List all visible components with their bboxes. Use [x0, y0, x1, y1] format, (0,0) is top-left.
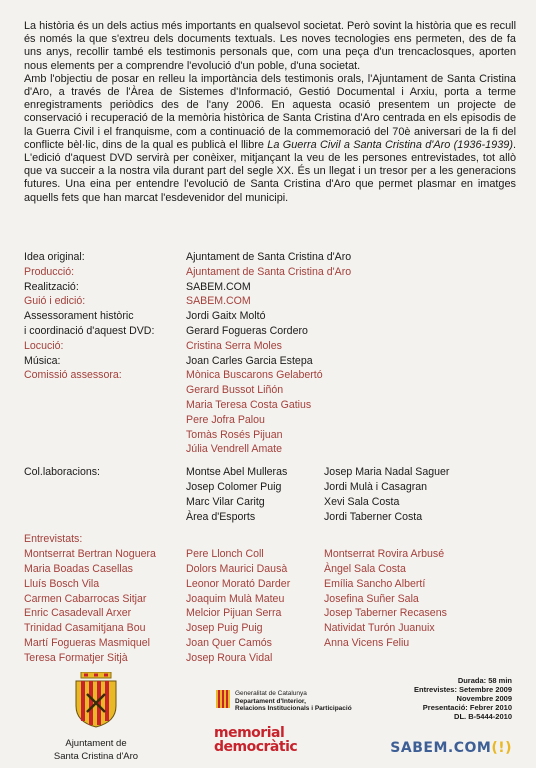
- credit-label: [24, 309, 186, 339]
- credit-label: Comissió assessora:: [24, 369, 122, 382]
- credit-label: Música:: [24, 354, 61, 367]
- ajuntament-line-2: Santa Cristina d'Aro: [53, 751, 139, 762]
- credit-label-line-1: Assessorament històric: [24, 310, 134, 323]
- credit-produccio: [24, 265, 516, 280]
- info-interviews: Entrevistes: Setembre 2009: [414, 685, 512, 694]
- list-item: Mònica Buscarons Gelabertó: [186, 369, 323, 382]
- intro-paragraph-2: [24, 73, 516, 205]
- list-item: Enric Casadevall Arxer: [24, 607, 132, 620]
- credit-members: [186, 368, 516, 457]
- credit-label: Realització:: [24, 280, 79, 293]
- generalitat-icon: [216, 690, 230, 708]
- spacer: [24, 457, 516, 465]
- credit-value: Ajuntament de Santa Cristina d'Aro: [186, 265, 352, 278]
- generalitat-line-1: Generalitat de Catalunya: [235, 690, 307, 697]
- credit-guio: [24, 294, 516, 309]
- dvd-info: [414, 676, 512, 721]
- list-item: Josep Roura Vidal: [186, 651, 273, 664]
- intro-p2-after: . L'edició d'aquest DVD servirà per conèixer, mitjançant la veu de les persones entrevistades, tot allò que va succeir a la nostra vila durant part del segle XX. És un llegat i un tresor per a les generacions futures. Una eina per entendre l'evolució de Santa Cristina d'Aro que permet plasmar en imatges aquells fets que han marcat l'esdevenidor del municipi.: [24, 138, 517, 204]
- intro-paragraph-1: La història és un dels actius més importants en qualsevol societat. Però sovint la història que es recull és només la que s'extreu dels documents textuals. Les noves tecnologies ens permeten, des de fa uns anys, recollir també els testimonis personals que, com una peça d'un trencaclosques, aporten nous elements per a comprendre l'evolució d'un poble, d'una societat.: [24, 20, 516, 72]
- list-item: Josefina Suñer Sala: [324, 592, 419, 605]
- list-item: Maria Teresa Costa Gatius: [186, 398, 312, 411]
- credit-label: Guió i edició:: [24, 295, 86, 308]
- list-item: Josep Maria Nadal Saguer: [324, 466, 450, 479]
- list-item: Jordi Taberner Costa: [324, 510, 423, 523]
- generalitat-text: [235, 690, 352, 713]
- credits-block: [24, 250, 516, 666]
- ajuntament-logo: [26, 672, 166, 763]
- memorial-line-1: memorial: [214, 725, 285, 741]
- list-item: Josep Puig Puig: [186, 622, 263, 635]
- list-item: Dolors Maurici Dausà: [186, 562, 288, 575]
- list-item: Gerard Bussot Liñón: [186, 384, 284, 397]
- list-item: Montse Abel Mulleras: [186, 466, 288, 479]
- list-item: Josep Taberner Recasens: [324, 607, 447, 620]
- list-item: Júlia Vendrell Amate: [186, 443, 282, 456]
- credit-label: Col.laboracions:: [24, 466, 100, 479]
- collaborations-col-b: [324, 465, 516, 524]
- interviewees-col-b: [186, 547, 324, 665]
- list-item: Emília Sancho Albertí: [324, 577, 426, 590]
- memorial-line-2: democràtic: [214, 739, 298, 755]
- info-presentation: Presentació: Febrer 2010: [422, 703, 512, 712]
- intro-text: [24, 20, 516, 205]
- generalitat-logo: [216, 690, 366, 713]
- list-item: Teresa Formatjer Sitjà: [24, 651, 128, 664]
- list-item: Joaquim Mulà Mateu: [186, 592, 285, 605]
- list-item: Carmen Cabarrocas Sitjar: [24, 592, 147, 605]
- credit-realitzacio: [24, 280, 516, 295]
- sabem-logo: [390, 740, 512, 756]
- credit-comissio: [24, 368, 516, 457]
- shield-icon: [73, 672, 119, 728]
- credit-label: Producció:: [24, 265, 75, 278]
- collaborations-col-a: [186, 465, 324, 524]
- generalitat-line-2: Departament d'Interior,: [235, 697, 306, 705]
- list-item: Leonor Morató Darder: [186, 577, 291, 590]
- ajuntament-line-1: Ajuntament de: [65, 738, 127, 749]
- credit-musica: [24, 354, 516, 369]
- sabem-text: SABEM.COM: [390, 740, 492, 756]
- list-item: Melcior Pijuan Serra: [186, 607, 282, 620]
- interviewees-col-a: [24, 547, 186, 665]
- list-item: Àngel Sala Costa: [324, 562, 406, 575]
- info-legal-deposit: DL. B-5444-2010: [454, 712, 512, 721]
- list-item: Trinidad Casamitjana Bou: [24, 622, 146, 635]
- list-item: Tomàs Rosés Pijuan: [186, 428, 283, 441]
- list-item: Josep Colomer Puig: [186, 480, 282, 493]
- credit-value: SABEM.COM: [186, 295, 251, 308]
- info-interviews-2: Novembre 2009: [456, 694, 512, 703]
- list-item: Natividat Turón Juanuix: [324, 622, 435, 635]
- credit-label: Locució:: [24, 339, 64, 352]
- intro-p2-before: Amb l'objectiu de posar en relleu la importància dels testimonis orals, l'Ajuntament de Santa Cristina d'Aro, a través de l'Àrea de Sistemes d'Informació, Gestió Documental i Arxiu, porta a terme enregistraments periòdics des de l'any 2006. En aquesta ocasió presentem un projecte de conservació i recuperació de la memòria històrica de Santa Cristina d'Aro centrada en els episodis de la Guerra Civil i el franquisme, com a continuació de la commemoració del 70è aniversari de la fi del conflicte bèl·lic, dins de la qual es publicà el llibre: [24, 72, 516, 151]
- list-item: Montserrat Bertran Noguera: [24, 548, 156, 561]
- list-item: Maria Boadas Casellas: [24, 562, 133, 575]
- list-item: Lluís Bosch Vila: [24, 577, 100, 590]
- list-item: Àrea d'Esports: [186, 510, 256, 523]
- credit-value: Cristina Serra Moles: [186, 339, 282, 352]
- credit-label-line-2: i coordinació d'aquest DVD:: [24, 324, 155, 337]
- list-item: Marc Vilar Caritg: [186, 495, 265, 508]
- credit-assessorament: [24, 309, 516, 339]
- credit-value: Ajuntament de Santa Cristina d'Aro: [186, 251, 352, 263]
- credit-locucio: [24, 339, 516, 354]
- info-duration: Durada: 58 min: [457, 676, 512, 685]
- list-item: Xevi Sala Costa: [324, 495, 400, 508]
- credit-value: [186, 309, 516, 339]
- credit-value-line-1: Jordi Gaitx Moltó: [186, 310, 266, 323]
- list-item: Anna Vicens Feliu: [324, 636, 410, 649]
- credit-value: SABEM.COM: [186, 280, 251, 293]
- list-item: Jordi Mulà i Casagran: [324, 480, 428, 493]
- sabem-exclamation-icon: (!): [491, 740, 512, 756]
- list-item: Pere Llonch Coll: [186, 548, 264, 561]
- spacer: [24, 524, 516, 532]
- memorial-democratic-logo: [214, 726, 297, 754]
- ajuntament-caption: [26, 737, 166, 763]
- interviewees: [24, 547, 516, 665]
- credit-value: Joan Carles Garcia Estepa: [186, 354, 313, 367]
- book-title: La Guerra Civil a Santa Cristina d'Aro (1936-1939): [267, 138, 513, 151]
- list-item: Martí Fogueras Masmiquel: [24, 636, 150, 649]
- list-item: Joan Quer Camós: [186, 636, 272, 649]
- credit-value-line-2: Gerard Fogueras Cordero: [186, 324, 308, 337]
- generalitat-line-3: Relacions Institucionals i Participació: [235, 705, 352, 712]
- credit-label: Idea original:: [24, 251, 85, 263]
- list-item: Pere Jofra Palou: [186, 413, 265, 426]
- interviewees-col-c: [324, 547, 516, 665]
- collaborations: [24, 465, 516, 524]
- list-item: Montserrat Rovira Arbusé: [324, 548, 445, 561]
- credit-idea: [24, 250, 516, 265]
- interviewees-label: Entrevistats:: [24, 533, 83, 546]
